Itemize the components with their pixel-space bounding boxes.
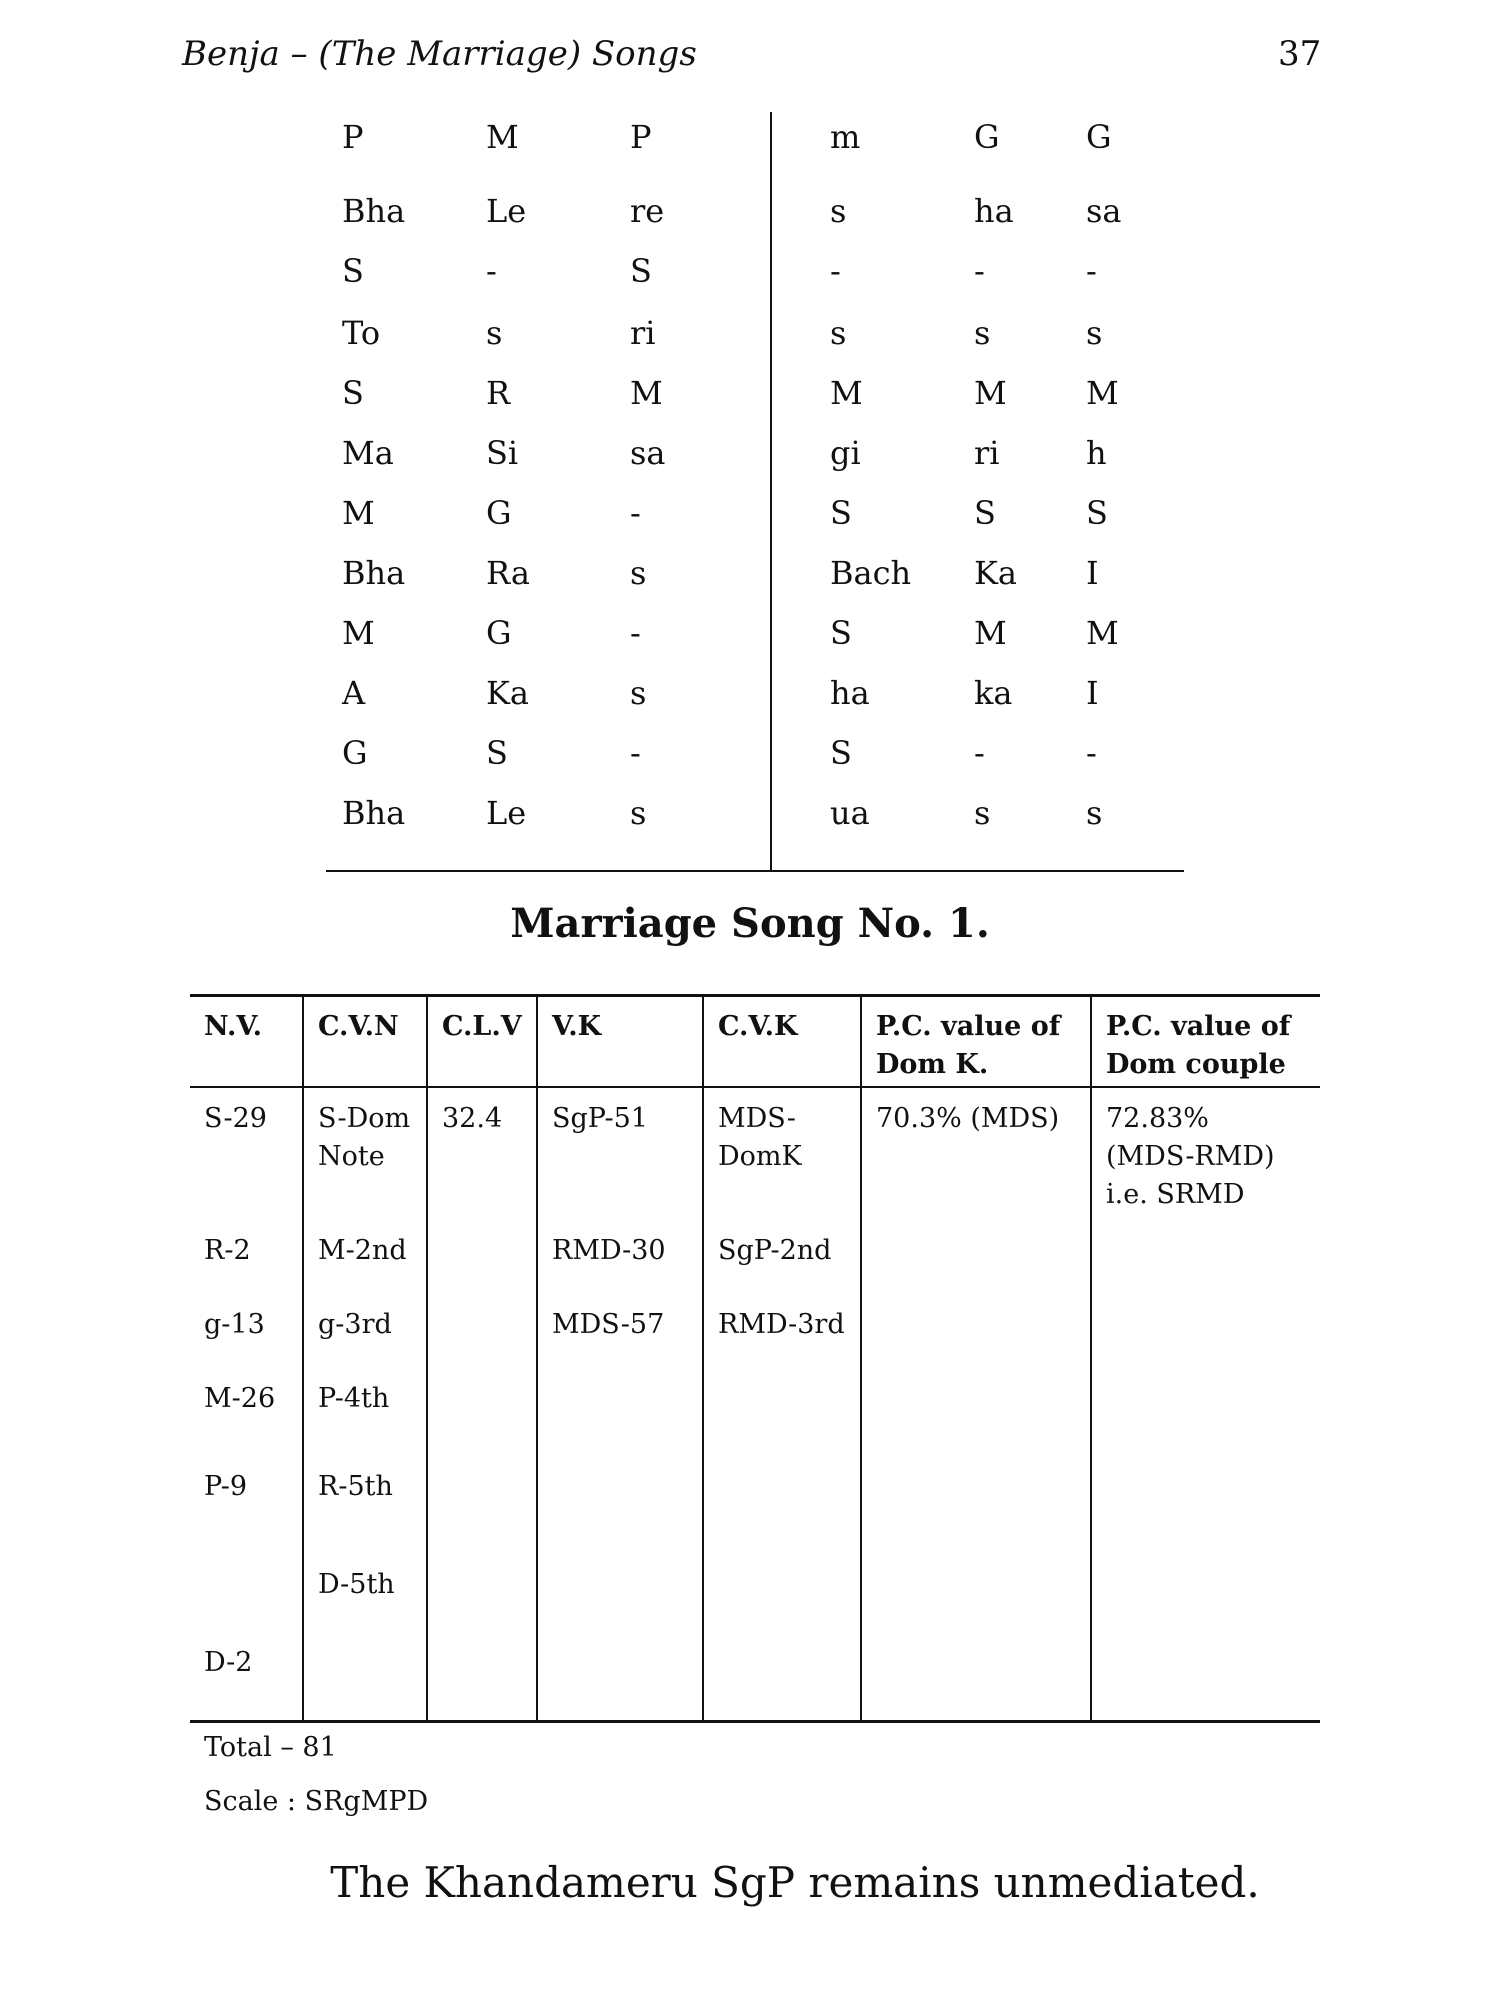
notation-row <box>328 246 1182 296</box>
notation-row <box>328 112 1182 162</box>
notation-syllable: Ka <box>974 554 1017 592</box>
column-divider <box>426 994 428 1722</box>
cell-cvn: D-5th <box>318 1569 395 1600</box>
notation-syllable: re <box>630 192 665 230</box>
notation-syllable: M <box>974 374 1007 412</box>
notation-syllable: m <box>830 118 861 156</box>
notation-syllable: I <box>1086 554 1099 592</box>
notation-syllable: G <box>486 614 512 652</box>
notation-syllable: ha <box>974 192 1014 230</box>
notation-syllable: M <box>974 614 1007 652</box>
notation-syllable: - <box>974 252 985 290</box>
notation-syllable: ri <box>630 314 656 352</box>
notation-syllable: S <box>342 252 364 290</box>
notation-syllable: R <box>486 374 511 412</box>
notation-syllable: Bha <box>342 192 406 230</box>
notation-syllable: M <box>342 614 375 652</box>
notation-syllable: P <box>630 118 652 156</box>
notation-syllable: s <box>630 674 647 712</box>
cell-cvn: g-3rd <box>318 1309 392 1340</box>
notation-row <box>328 488 1182 538</box>
notation-syllable: h <box>1086 434 1107 472</box>
notation-syllable: s <box>1086 314 1103 352</box>
header-clv: C.L.V <box>442 1011 522 1042</box>
cell-nv: P-9 <box>204 1471 247 1502</box>
page-number: 37 <box>1278 34 1322 74</box>
notation-row <box>328 308 1182 358</box>
cell-cvn: R-5th <box>318 1471 393 1502</box>
cell-cvn: M-2nd <box>318 1235 407 1266</box>
table-bottom-rule <box>190 1720 1320 1723</box>
notation-syllable: G <box>486 494 512 532</box>
notation-syllable: M <box>830 374 863 412</box>
column-divider <box>702 994 704 1722</box>
table-top-rule <box>190 994 1320 997</box>
header-vk: V.K <box>552 1011 602 1042</box>
table-header-rule <box>190 1086 1320 1088</box>
analysis-table <box>190 994 1320 1722</box>
notation-syllable: s <box>974 314 991 352</box>
cell-vk: SgP-51 <box>552 1103 648 1134</box>
notation-row <box>328 668 1182 718</box>
notation-syllable: s <box>486 314 503 352</box>
cell-cvk: SgP-2nd <box>718 1235 832 1266</box>
cell-cvn: S-Dom Note <box>318 1103 411 1172</box>
notation-syllable: Ra <box>486 554 530 592</box>
notation-syllable: M <box>342 494 375 532</box>
notation-syllable: Si <box>486 434 519 472</box>
notation-syllable: s <box>630 794 647 832</box>
notation-syllable: M <box>1086 614 1119 652</box>
notation-row <box>328 186 1182 236</box>
notation-syllable: - <box>630 494 641 532</box>
header-cvk: C.V.K <box>718 1011 798 1042</box>
notation-syllable: S <box>830 614 852 652</box>
notation-syllable: S <box>486 734 508 772</box>
notation-syllable: sa <box>630 434 666 472</box>
cell-nv: D-2 <box>204 1647 253 1678</box>
column-divider <box>302 994 304 1722</box>
notation-syllable: - <box>630 614 641 652</box>
notation-row <box>328 788 1182 838</box>
notation-syllable: M <box>1086 374 1119 412</box>
header-cvn: C.V.N <box>318 1011 399 1042</box>
scale-note: Scale : SRgMPD <box>204 1786 429 1817</box>
notation-syllable: s <box>974 794 991 832</box>
notation-syllable: S <box>630 252 652 290</box>
notation-row <box>328 428 1182 478</box>
column-divider <box>536 994 538 1722</box>
notation-syllable: To <box>342 314 381 352</box>
cell-vk: MDS-57 <box>552 1309 665 1340</box>
notation-syllable: I <box>1086 674 1099 712</box>
notation-syllable: Bach <box>830 554 912 592</box>
notation-syllable: sa <box>1086 192 1122 230</box>
notation-syllable: S <box>974 494 996 532</box>
notation-row <box>328 728 1182 778</box>
notation-syllable: A <box>342 674 366 712</box>
cell-clv: 32.4 <box>442 1103 503 1134</box>
notation-syllable: ua <box>830 794 870 832</box>
notation-syllable: s <box>630 554 647 592</box>
notation-syllable: ri <box>974 434 1000 472</box>
closing-sentence: The Khandameru SgP remains unmediated. <box>330 1858 1260 1907</box>
song-title: Marriage Song No. 1. <box>510 900 990 947</box>
notation-syllable: Bha <box>342 554 406 592</box>
notation-syllable: Ka <box>486 674 529 712</box>
notation-row <box>328 608 1182 658</box>
cell-vk: RMD-30 <box>552 1235 666 1266</box>
header-pc-dom-k: P.C. value of Dom K. <box>876 1011 1061 1080</box>
notation-row <box>328 548 1182 598</box>
notation-syllable: gi <box>830 434 861 472</box>
notation-syllable: - <box>630 734 641 772</box>
column-divider <box>1090 994 1092 1722</box>
notation-row <box>328 368 1182 418</box>
notation-table <box>328 112 1182 872</box>
column-divider <box>860 994 862 1722</box>
cell-nv: S-29 <box>204 1103 267 1134</box>
notation-syllable: s <box>1086 794 1103 832</box>
notation-syllable: M <box>630 374 663 412</box>
notation-syllable: - <box>1086 252 1097 290</box>
notation-syllable: G <box>1086 118 1112 156</box>
notation-syllable: - <box>486 252 497 290</box>
notation-syllable: ha <box>830 674 870 712</box>
notation-syllable: Bha <box>342 794 406 832</box>
notation-syllable: - <box>830 252 841 290</box>
notation-syllable: P <box>342 118 364 156</box>
notation-syllable: - <box>974 734 985 772</box>
cell-nv: M-26 <box>204 1383 276 1414</box>
notation-syllable: G <box>974 118 1000 156</box>
notation-syllable: s <box>830 314 847 352</box>
notation-syllable: Le <box>486 794 527 832</box>
notation-syllable: S <box>830 494 852 532</box>
notation-syllable: G <box>342 734 368 772</box>
notation-syllable: s <box>830 192 847 230</box>
notation-syllable: ka <box>974 674 1013 712</box>
notation-syllable: - <box>1086 734 1097 772</box>
cell-nv: g-13 <box>204 1309 265 1340</box>
header-nv: N.V. <box>204 1011 262 1042</box>
cell-pc-dom-k: 70.3% (MDS) <box>876 1103 1060 1134</box>
notation-syllable: S <box>1086 494 1108 532</box>
cell-cvk: RMD-3rd <box>718 1309 845 1340</box>
cell-pc-dom-couple: 72.83% (MDS-RMD) i.e. SRMD <box>1106 1103 1275 1210</box>
cell-nv: R-2 <box>204 1235 251 1266</box>
notation-syllable: Le <box>486 192 527 230</box>
cell-cvn: P-4th <box>318 1383 390 1414</box>
notation-syllable: M <box>486 118 519 156</box>
running-title: Benja – (The Marriage) Songs <box>182 34 697 74</box>
notation-syllable: S <box>342 374 364 412</box>
cell-cvk: MDS- DomK <box>718 1103 802 1172</box>
notation-bottom-rule <box>326 870 1184 872</box>
notation-syllable: S <box>830 734 852 772</box>
total-note: Total – 81 <box>204 1732 337 1763</box>
header-pc-dom-couple: P.C. value of Dom couple <box>1106 1011 1291 1080</box>
notation-syllable: Ma <box>342 434 394 472</box>
